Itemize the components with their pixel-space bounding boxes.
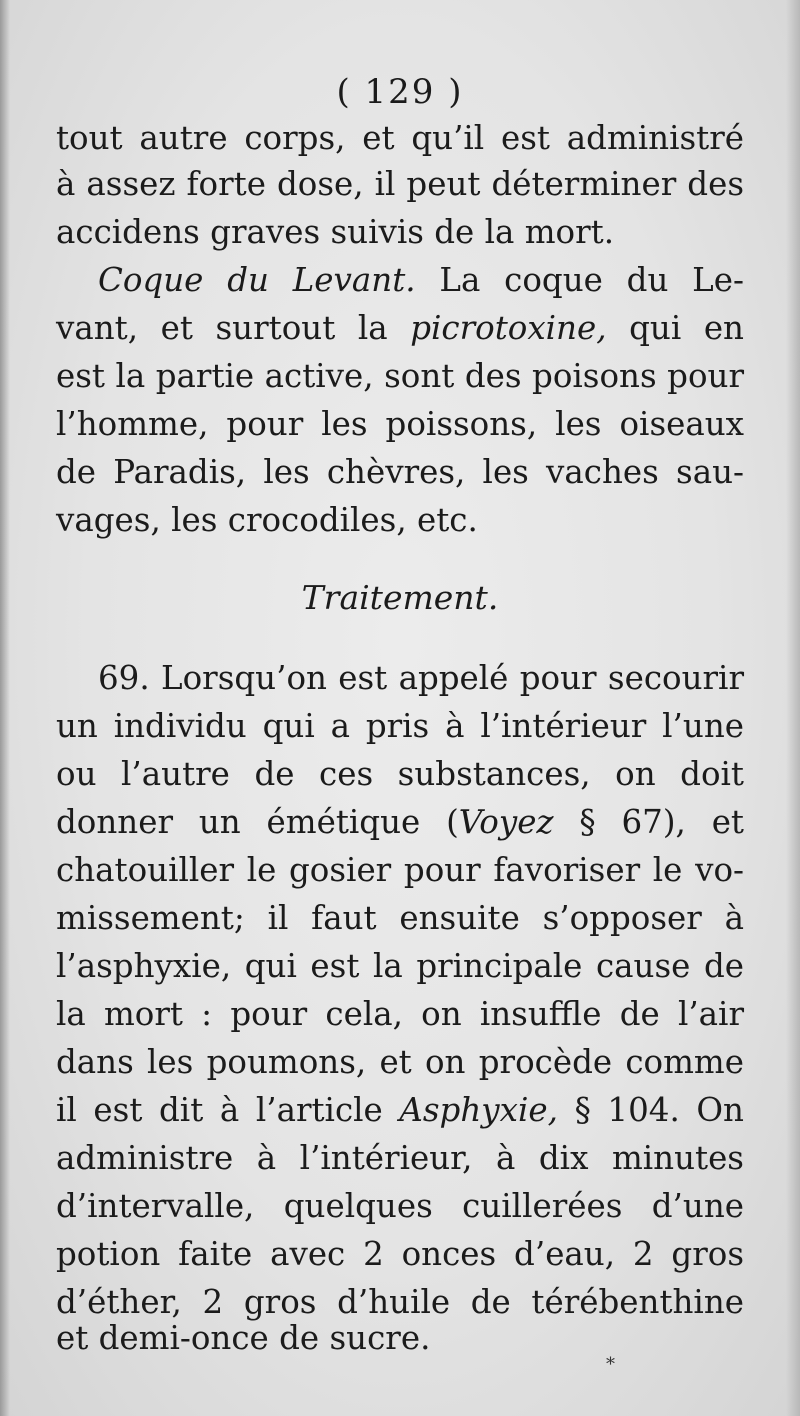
text-line: l’asphyxie, qui est la principale cause de xyxy=(56,947,744,985)
text-line: de Paradis, les chèvres, les vaches sau- xyxy=(56,453,744,491)
italic-term: Voyez xyxy=(458,803,554,841)
text-line: administre à l’intérieur, à dix minutes xyxy=(56,1139,744,1177)
text-line: accidens graves suivis de la mort. xyxy=(56,213,615,251)
text-line xyxy=(56,1090,744,1130)
text-line: à assez forte dose, il peut déterminer des xyxy=(56,165,744,203)
text-line: d’éther, 2 gros d’huile de térébenthine xyxy=(56,1283,744,1321)
text-line: chatouiller le gosier pour favoriser le vo- xyxy=(56,851,744,889)
text-line: vages, les crocodiles, etc. xyxy=(56,501,478,539)
text-span: vant, et surtout la xyxy=(56,309,411,347)
italic-term: Asphyxie, xyxy=(399,1091,558,1129)
text-line: 69. Lorsqu’on est appelé pour secourir xyxy=(98,659,744,697)
italic-term: picrotoxine, xyxy=(410,309,607,347)
text-line: missement; il faut ensuite s’opposer à xyxy=(56,899,744,937)
text-line: d’intervalle, quelques cuillerées d’une xyxy=(56,1187,744,1225)
text-span: § 67), et xyxy=(553,803,744,841)
text-line: est la partie active, sont des poisons pour xyxy=(56,357,744,395)
signature-mark: * xyxy=(606,1354,615,1375)
text-line xyxy=(98,260,744,300)
text-span: qui en xyxy=(606,309,744,347)
text-line: la mort : pour cela, on insuffle de l’air xyxy=(56,995,744,1033)
text-span: La coque du Le- xyxy=(415,261,744,299)
text-line: l’homme, pour les poissons, les oiseaux xyxy=(56,405,744,443)
italic-term: Coque du Levant. xyxy=(98,261,416,299)
text-span: il est dit à l’article xyxy=(56,1091,400,1129)
text-line: et demi-once de sucre. xyxy=(56,1319,431,1357)
section-heading: Traitement. xyxy=(301,578,499,617)
text-span: § 104. On xyxy=(557,1091,744,1129)
text-line xyxy=(56,802,744,842)
page-number: ( 129 ) xyxy=(336,72,464,112)
text-line: ou l’autre de ces substances, on doit xyxy=(56,755,744,793)
text-line: un individu qui a pris à l’intérieur l’une xyxy=(56,707,744,745)
text-line: dans les poumons, et on procède comme xyxy=(56,1043,744,1081)
text-line: potion faite avec 2 onces d’eau, 2 gros xyxy=(56,1235,744,1273)
text-line xyxy=(56,308,744,348)
text-line: tout autre corps, et qu’il est administré xyxy=(56,119,744,157)
text-span: donner un émétique ( xyxy=(56,803,459,841)
